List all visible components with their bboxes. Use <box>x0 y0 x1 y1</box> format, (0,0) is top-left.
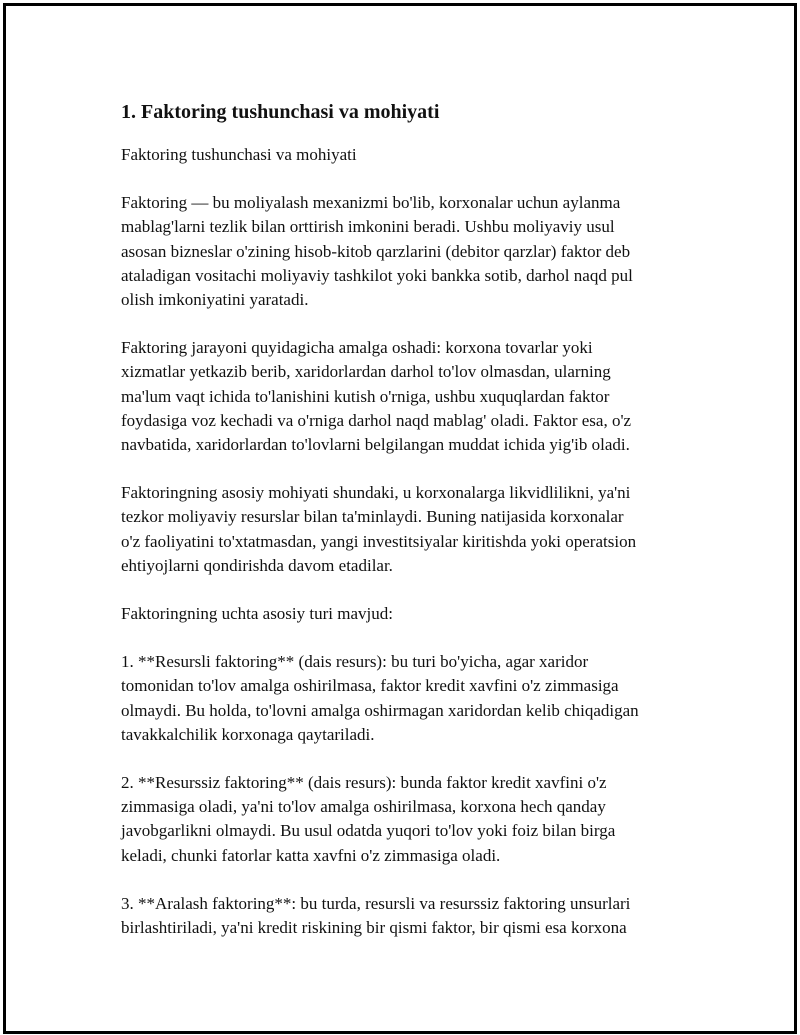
text-line: xizmatlar yetkazib berib, xaridorlardan darhol to'lov olmasdan, ularning <box>121 362 611 382</box>
text-line: ataladigan vositachi moliyaviy tashkilot yoki bankka sotib, darhol naqd pul <box>121 265 633 285</box>
paragraph-type-recourse <box>121 650 696 747</box>
document-heading: 1. Faktoring tushunchasi va mohiyati <box>121 101 440 123</box>
paragraph-definition <box>121 191 696 312</box>
text-line: 2. **Resurssiz faktoring** (dais resurs): bunda faktor kredit xavfini o'z <box>121 773 607 793</box>
text-line: olmaydi. Bu holda, to'lovni amalga oshirmagan xaridordan kelib chiqadigan <box>121 700 639 720</box>
paragraph-type-mixed <box>121 892 696 940</box>
text-line: zimmasiga oladi, ya'ni to'lov amalga oshirilmasa, korxona hech qanday <box>121 797 606 817</box>
text-line: asosan bizneslar o'zining hisob-kitob qarzlarini (debitor qarzlar) faktor deb <box>121 241 631 261</box>
text-line: o'z faoliyatini to'xtatmasdan, yangi investitsiyalar kiritishda yoki operatsion <box>121 531 637 551</box>
paragraph-process <box>121 336 696 457</box>
text-line: navbatida, xaridorlardan to'lovlarni belgilangan muddat ichida yig'ib oladi. <box>121 435 630 455</box>
text-line: Faktoringning asosiy mohiyati shundaki, u korxonalarga likvidlilikni, ya'ni <box>121 483 631 503</box>
text-line: foydasiga voz kechadi va o'rniga darhol naqd mablag' oladi. Faktor esa, o'z <box>121 410 632 430</box>
text-line: birlashtiriladi, ya'ni kredit riskining bir qismi faktor, bir qismi esa korxona <box>121 918 627 938</box>
text-line: tezkor moliyaviy resurslar bilan ta'minlaydi. Buning natijasida korxonalar <box>121 507 624 527</box>
text-line: ma'lum vaqt ichida to'lanishini kutish o'rniga, ushbu xuquqlardan faktor <box>121 386 610 406</box>
paragraph-essence <box>121 481 696 578</box>
text-line: olish imkoniyatini yaratadi. <box>121 290 309 310</box>
paragraph-subtitle <box>121 143 696 167</box>
text-line: keladi, chunki fatorlar katta xavfni o'z zimmasiga oladi. <box>121 845 501 865</box>
text-line: Faktoring tushunchasi va mohiyati <box>121 145 357 164</box>
page-frame <box>3 3 797 1034</box>
text-line: ehtiyojlarni qondirishda davom etadilar. <box>121 555 393 575</box>
text-line: 3. **Aralash faktoring**: bu turda, resursli va resurssiz faktoring unsurlari <box>121 893 631 913</box>
paragraph-type-non-recourse <box>121 771 696 868</box>
text-line: javobgarlikni olmaydi. Bu usul odatda yuqori to'lov yoki foiz bilan birga <box>121 821 616 841</box>
text-line: Faktoring jarayoni quyidagicha amalga oshadi: korxona tovarlar yoki <box>121 338 593 358</box>
text-line: Faktoring — bu moliyalash mexanizmi bo'lib, korxonalar uchun aylanma <box>121 193 621 213</box>
document-body <box>121 98 696 964</box>
text-line: mablag'larni tezlik bilan orttirish imkonini beradi. Ushbu moliyaviy usul <box>121 217 615 237</box>
text-line: tomonidan to'lov amalga oshirilmasa, faktor kredit xavfini o'z zimmasiga <box>121 676 619 696</box>
text-line: Faktoringning uchta asosiy turi mavjud: <box>121 604 393 624</box>
text-line: tavakkalchilik korxonaga qaytariladi. <box>121 724 375 744</box>
paragraph-types-intro <box>121 602 696 626</box>
text-line: 1. **Resursli faktoring** (dais resurs): bu turi bo'yicha, agar xaridor <box>121 652 589 672</box>
